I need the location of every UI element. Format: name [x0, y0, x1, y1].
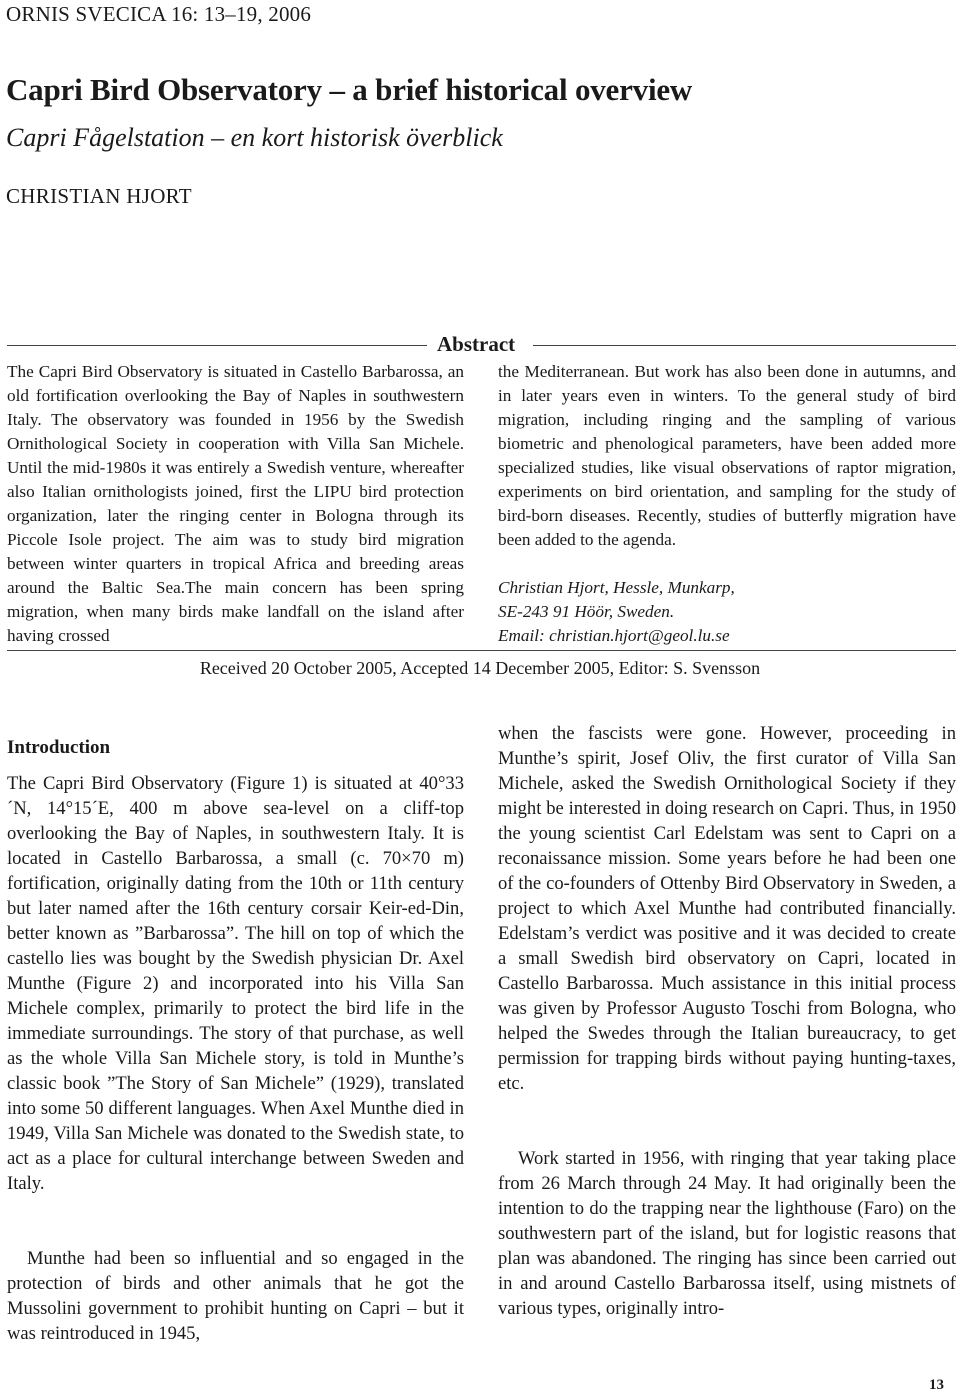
abstract-bottom-rule — [7, 650, 956, 651]
body-paragraph: Munthe had been so influential and so engaged in the protection of birds and other animals that he got the Mussolini government to prohibit hunting on Capri – but it was reintroduced in 1945, — [7, 1248, 464, 1344]
address-line: Email: christian.hjort@geol.lu.se — [498, 626, 730, 645]
body-paragraph: The Capri Bird Observatory (Figure 1) is situated at 40°33´N, 14°15´E, 400 m above sea-level on a cliff-top overlooking the Bay of Naples, in southwestern Italy. It is located in Castello Barbarossa, a small (c. 70×70 m) fortification, originally dating from the 10th or 11th century but later named after the 16th century corsair Keir-ed-Din, better known as ”Barbarossa”. The hill on top of which the castello lies was bought by the Swedish physician Dr. Axel Munthe (Figure 2) and incorporated into his Villa San Michele complex, primarily to protect the bird life in the immediate surroundings. The story of that purchase, as well as the whole Villa San Michele story, is told in Munthe’s classic book ”The Story of San Michele” (1929), translated into some 50 different languages. When Axel Munthe died in 1949, Villa San Michele was donated to the Swedish state, to act as a place for cultural interchange between Sweden and Italy. — [7, 773, 464, 1194]
address-line: Christian Hjort, Hessle, Munkarp, — [498, 578, 735, 597]
abstract-heading: Abstract — [437, 332, 516, 356]
page-number: 13 — [929, 1377, 944, 1393]
abstract-rule-right — [533, 345, 956, 346]
article-title: Capri Bird Observatory – a brief historical overview — [6, 72, 693, 107]
author-address — [498, 576, 735, 648]
introduction-heading: Introduction — [7, 737, 111, 758]
body-paragraph: Work started in 1956, with ringing that year taking place from 26 March through 24 May. It had originally been the intention to do the trapping near the lighthouse (Faro) on the southwestern part of the island, but for logistic reasons that plan was abandoned. The ringing has since been carried out in and around Castello Barbarossa itself, using mistnets of various types, originally intro- — [498, 1148, 956, 1319]
address-line: SE-243 91 Höör, Sweden. — [498, 602, 675, 621]
abstract-text-left: The Capri Bird Observatory is situated in Castello Barbarossa, an old fortification overlooking the Bay of Naples in southwestern Italy. The observatory was founded in 1956 by the Swedish Ornithological Society in cooperation with Villa San Michele. Until the mid-1980s it was entirely a Swedish venture, whereafter also Italian ornithologists joined, first the LIPU bird protection organization, later the ringing center in Bologna through its Piccole Isole project. The aim was to study bird migration between winter quarters in tropical Africa and breeding areas around the Baltic Sea.The main concern has been spring migration, when many birds make landfall on the island after having crossed — [7, 362, 464, 645]
received-line: Received 20 October 2005, Accepted 14 December 2005, Editor: S. Svensson — [199, 658, 761, 678]
body-paragraph: when the fascists were gone. However, proceeding in Munthe’s spirit, Josef Oliv, the first curator of Villa San Michele, asked the Swedish Ornithological Society if they might be interested in doing research on Capri. Thus, in 1950 the young scientist Carl Edelstam was sent to Capri on a reconaissance mission. Some years before he had been one of the co-founders of Ottenby Bird Observatory in Sweden, a project to which Axel Munthe had contributed financially. Edelstam’s verdict was positive and it was decided to create a small Swedish bird observatory on Capri, located in Castello Barbarossa. Much assistance in this initial process was given by Professor Augusto Toschi from Bologna, who helped the Swedes through the Italian bureaucracy, to get permission for trapping birds without paying hunting-taxes, etc. — [498, 723, 956, 1094]
abstract-text-right: the Mediterranean. But work has also been done in autumns, and in later years even in winters. To the general study of bird migration, including ringing and the sampling of various biometric and phenological parameters, have been added more specialized studies, like visual observations of raptor migration, experiments on bird orientation, and sampling for the study of bird-born diseases. Recently, studies of butterfly migration have been added to the agenda. — [498, 362, 956, 549]
author-name: CHRISTIAN HJORT — [6, 184, 192, 208]
journal-citation: ORNIS SVECICA 16: 13–19, 2006 — [6, 2, 312, 26]
article-subtitle: Capri Fågelstation – en kort historisk överblick — [6, 123, 503, 152]
abstract-rule-left — [7, 345, 427, 346]
